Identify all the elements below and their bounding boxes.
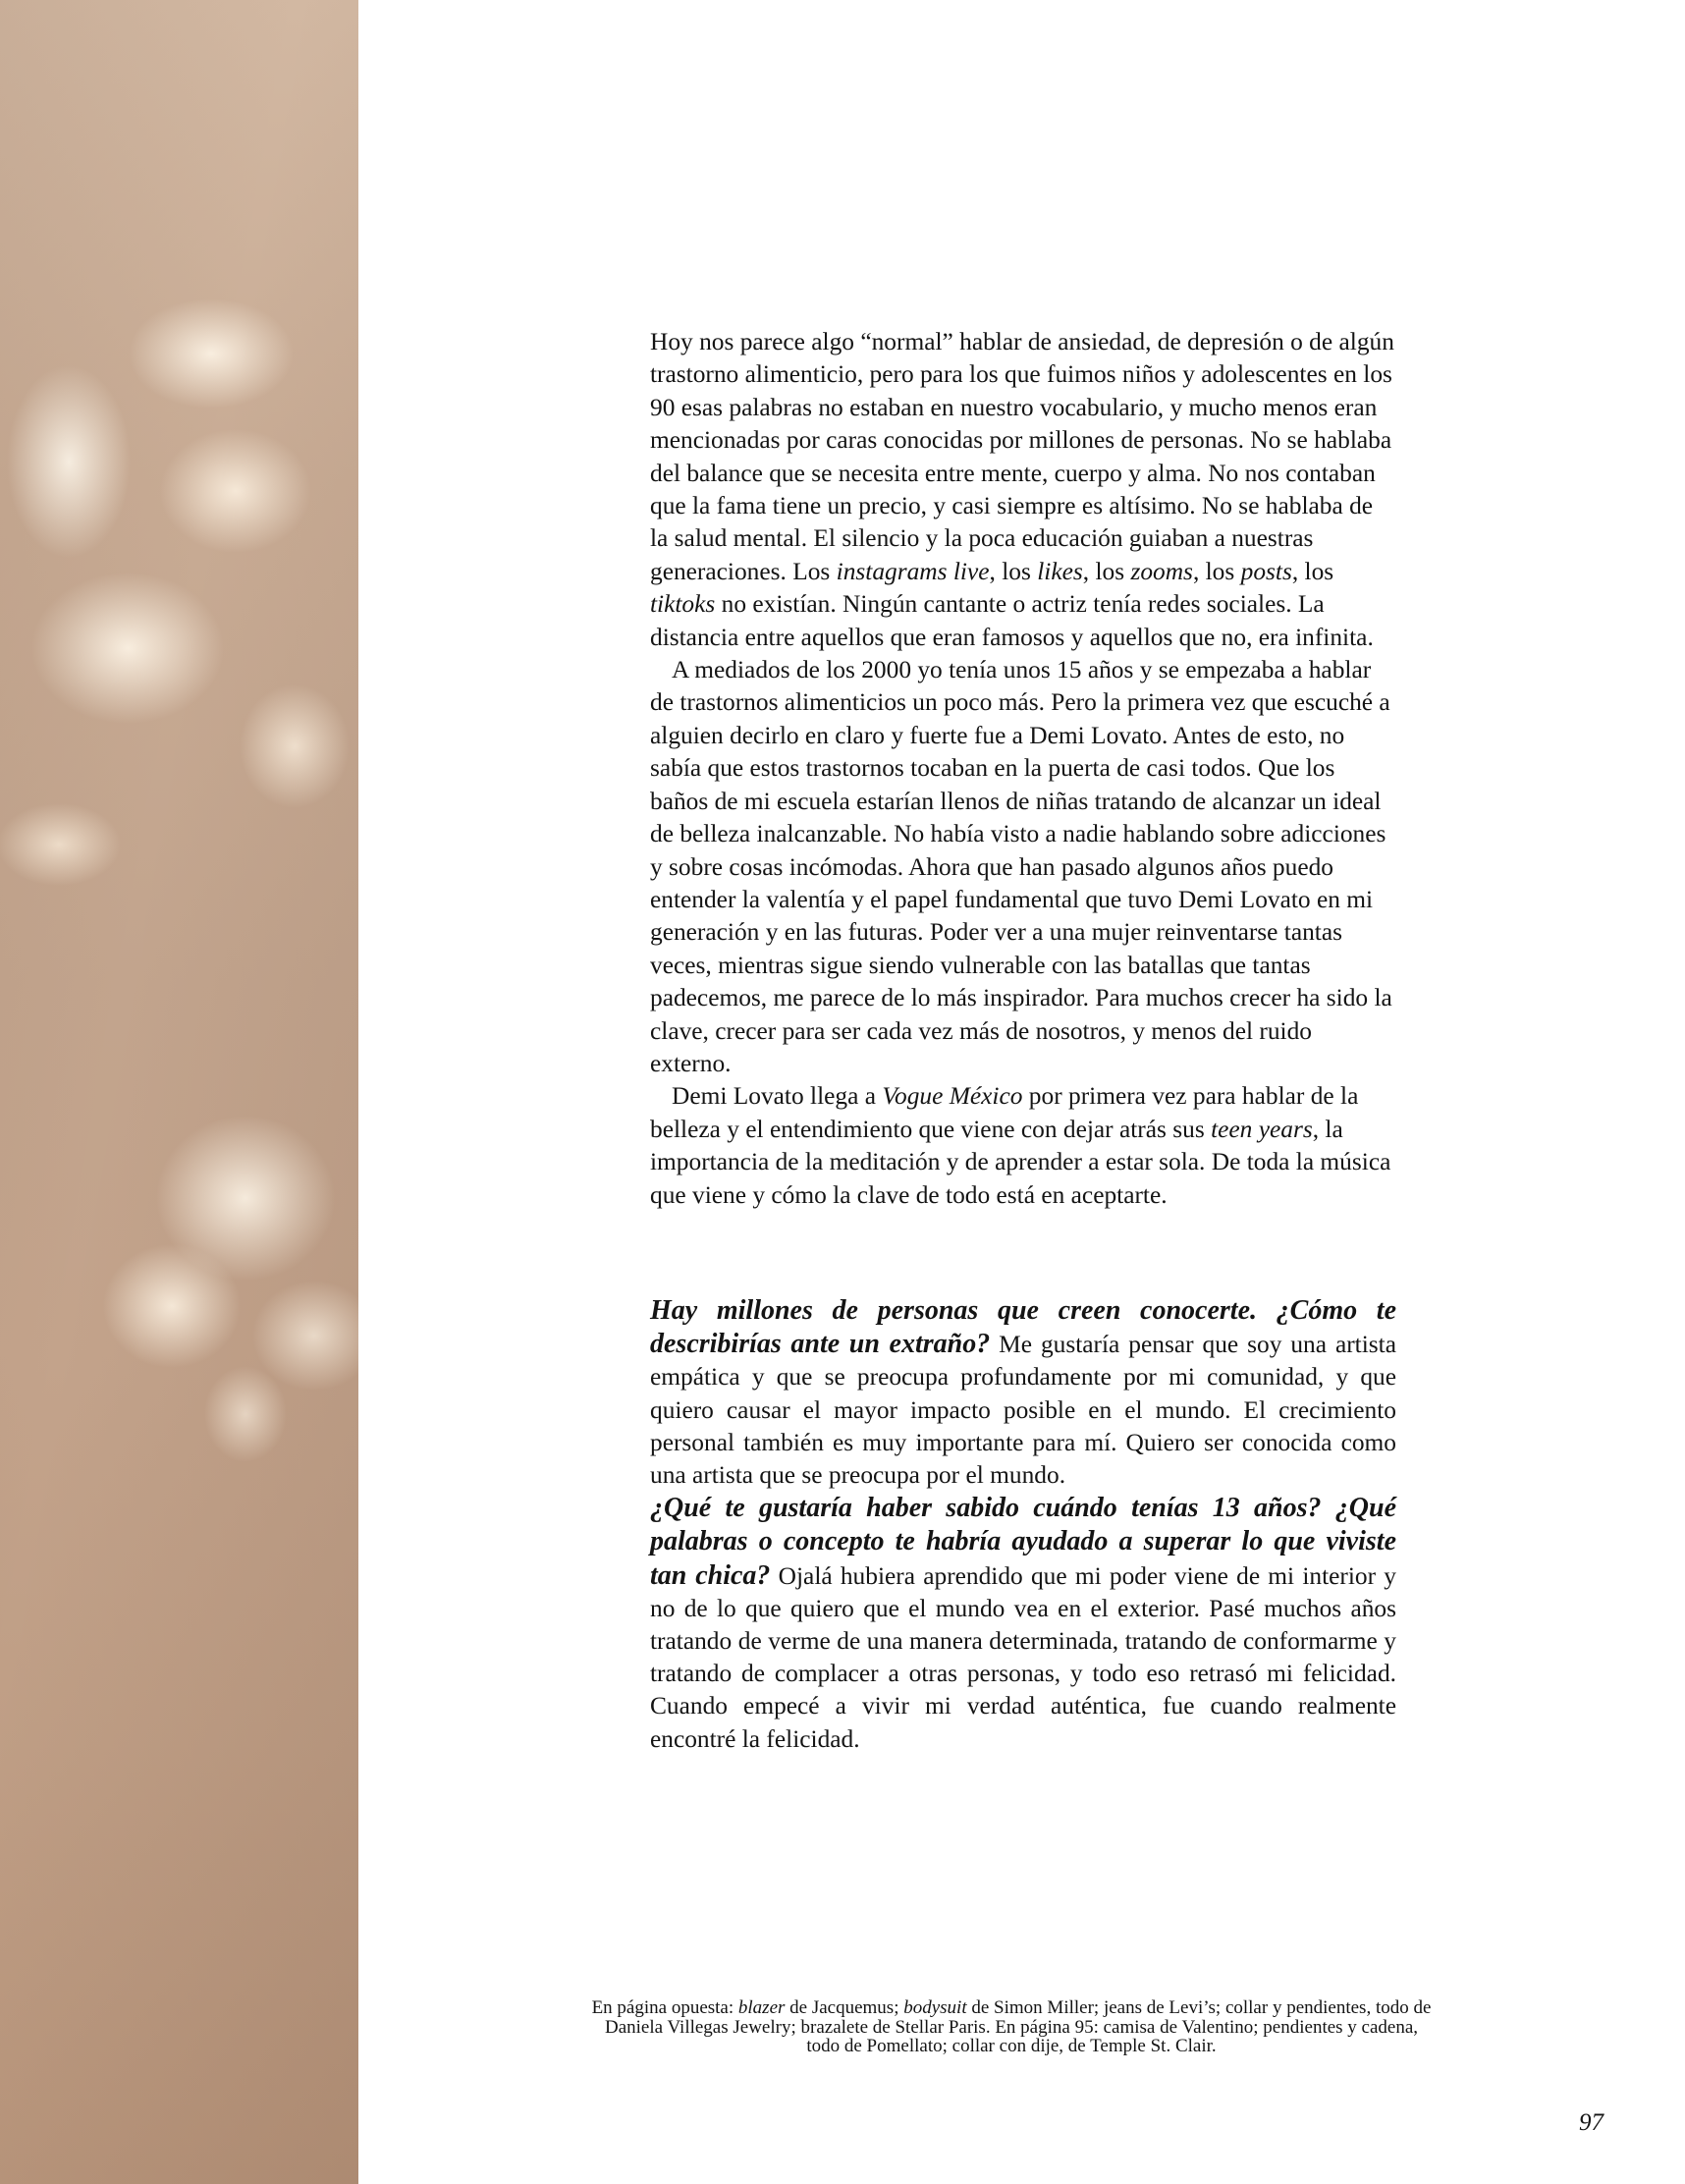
photo-shade	[0, 0, 358, 2184]
italic-term-1: blazer	[737, 1997, 786, 2018]
italic-term-7: posts	[1240, 557, 1292, 585]
text-segment-4: de Simon Miller; jeans de Levi’s; collar y pendientes, todo de Daniela Villegas Jewelry; brazalete de Stellar Paris. En página 95: camisa de Valentino; pendientes y cadena, todo de Pomellato; collar con dije, de Temple St. Clair.	[604, 1997, 1432, 2056]
text-segment-4: , la importancia de la meditación y de aprender a estar sola. De toda la música que viene y cómo la clave de todo está en aceptarte.	[650, 1115, 1391, 1209]
interview-question-2: ¿Qué te gustaría haber sabido cuándo tenías 13 años? ¿Qué palabras o concepto te habría ayudado a superar lo que viviste tan chica?	[650, 1493, 1396, 1591]
interview-answer-2: Ojalá hubiera aprendido que mi poder viene de mi interior y no de lo que quiero que el mundo vea en el exterior. Pasé muchos años tratando de verme de una manera determinada, tratando de conformarme y tratando de complacer a otras personas, y todo eso retrasó mi felicidad. Cuando empecé a vivir mi verdad auténtica, fue cuando realmente encontré la felicidad.	[650, 1561, 1396, 1753]
intro-paragraph-3	[650, 1080, 1396, 1212]
text-segment-10: no existían. Ningún cantante o actriz tenía redes sociales. La distancia entre aquellos que eran famosos y aquellos que no, era infinita.	[650, 590, 1374, 651]
text-segment-2: , los	[989, 557, 1038, 585]
italic-term-3: bodysuit	[903, 1997, 967, 2018]
photo-credits	[589, 1998, 1434, 2056]
text-segment-4: , los	[1082, 557, 1131, 585]
italic-term-1: instagrams live	[836, 557, 990, 585]
fashion-photo-strip	[0, 0, 358, 2184]
interview-item-2	[650, 1492, 1396, 1756]
text-segment-8: , los	[1291, 557, 1334, 585]
italic-term-5: zooms	[1130, 557, 1193, 585]
italic-term-3: likes	[1037, 557, 1083, 585]
text-segment-2: de Jacquemus;	[785, 1997, 904, 2018]
text-segment-2: por primera vez para hablar de la belleza y el entendimiento que viene con dejar atrás sus	[650, 1082, 1359, 1143]
italic-term-1: Vogue México	[882, 1082, 1023, 1111]
interview-answer-1: Me gustaría pensar que soy una artista empática y que se preocupa profundamente por mi comunidad, y que quiero causar el mayor impacto posible en el mundo. El crecimiento personal también es muy importante para mí. Quiero ser conocida como una artista que se preocupa por el mundo.	[650, 1331, 1396, 1490]
text-segment-0: Hoy nos parece algo “normal” hablar de ansiedad, de depresión o de algún trastorno alimenticio, pero para los que fuimos niños y adolescentes en los 90 esas palabras no estaban en nuestro vocabulario, y mucho menos eran mencionadas por caras conocidas por millones de personas. No se hablaba del balance que se necesita entre mente, cuerpo y alma. No nos contaban que la fama tiene un precio, y casi siempre es altísimo. No se hablaba de la salud mental. El silencio y la poca educación guiaban a nuestras generaciones. Los	[650, 328, 1394, 585]
page-number: 97	[1579, 2109, 1603, 2136]
italic-term-9: tiktoks	[650, 590, 716, 619]
intro-paragraph-1	[650, 326, 1396, 654]
interview-question-1: Hay millones de personas que creen conocerte. ¿Cómo te describirías ante un extraño?	[650, 1295, 1396, 1360]
interview-section	[650, 1294, 1396, 1756]
intro-paragraph-2: A mediados de los 2000 yo tenía unos 15 años y se empezaba a hablar de trastornos alimenticios un poco más. Pero la primera vez que escuché a alguien decirlo en claro y fuerte fue a Demi Lovato. Antes de esto, no sabía que estos trastornos tocaban en la puerta de casi todos. Que los baños de mi escuela estarían llenos de niñas tratando de alcanzar un ideal de belleza inalcanzable. No había visto a nadie hablando sobre adicciones y sobre cosas incómodas. Ahora que han pasado algunos años puedo entender la valentía y el papel fundamental que tuvo Demi Lovato en mi generación y en las futuras. Poder ver a una mujer reinventarse tantas veces, mientras sigue siendo vulnerable con las batallas que tantas padecemos, me parece de lo más inspirador. Para muchos crecer ha sido la clave, crecer para ser cada vez más de nosotros, y menos del ruido externo.	[650, 656, 1392, 1077]
article-intro	[650, 326, 1396, 1212]
interview-item-1	[650, 1294, 1396, 1492]
text-segment-0: En página opuesta:	[591, 1997, 738, 2018]
text-segment-6: , los	[1192, 557, 1241, 585]
text-segment-0: Demi Lovato llega a	[672, 1082, 883, 1111]
italic-term-3: teen years	[1211, 1115, 1313, 1143]
